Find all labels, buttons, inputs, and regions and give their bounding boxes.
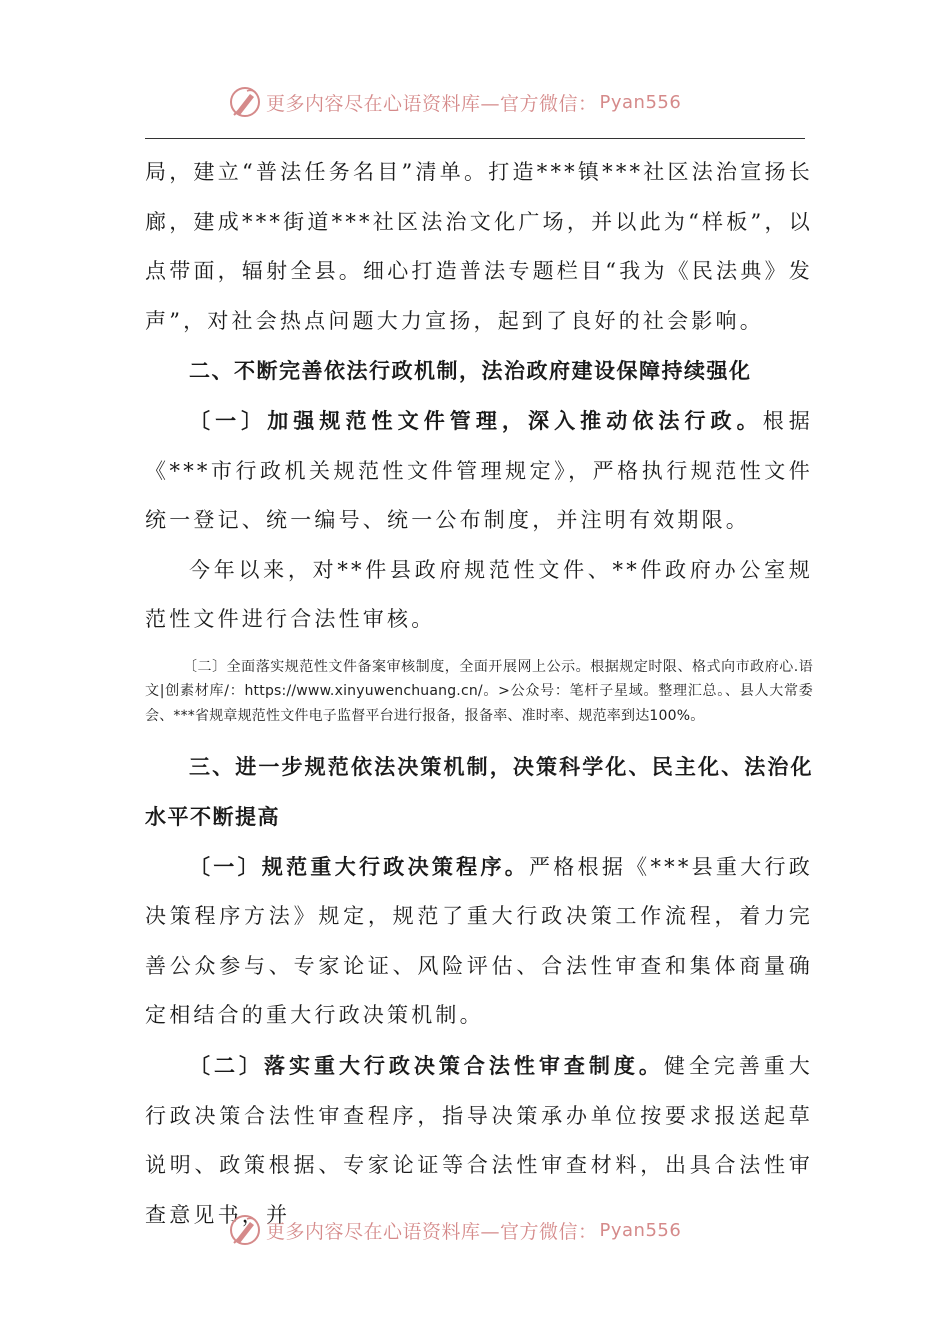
- paragraph-3: 今年以来，对**件县政府规范性文件、**件政府办公室规范性文件进行合法性审核。: [145, 557, 813, 632]
- section-heading-3: 三、进一步规范依法决策机制，决策科学化、民主化、法治化水平不断提高: [145, 754, 813, 830]
- subheading-2-1: 〔一〕加强规范性文件管理，深入推动依法行政。: [189, 407, 763, 433]
- watermark-text: 更多内容尽在心语资料库—官方微信：: [266, 92, 598, 115]
- header-rule: [145, 138, 805, 139]
- paragraph-2: [145, 396, 813, 546]
- pen-logo-icon: [228, 85, 262, 119]
- subheading-3-2: 〔二〕落实重大行政决策合法性审查制度。: [189, 1053, 664, 1078]
- paragraph-6-text: 健全完善重大行政决策合法性审查程序，指导决策承办单位按要求报送起草说明、政策根据、专家论证等合法性审查材料，出具合法性审查意见书，并: [145, 1054, 813, 1227]
- paragraph-5-text: 严格根据《***县重大行政决策程序方法》规定，规范了重大行政决策工作流程，着力完善公众参与、专家论证、风险评估、合法性审查和集体商量确定相结合的重大行政决策机制。: [145, 854, 813, 1028]
- paragraph-5: [145, 842, 813, 1041]
- pen-logo-icon: [228, 1213, 262, 1247]
- paragraph-2-text: 根据《***市行政机关规范性文件管理规定》，严格执行规范性文件统一登记、统一编号、统一公布制度，并注明有效期限。: [145, 408, 813, 533]
- watermark-footer: [228, 1210, 681, 1250]
- subheading-3-1: 〔一〕规范重大行政决策程序。: [189, 853, 530, 879]
- section-heading-2: 二、不断完善依法行政机制，法治政府建设保障持续强化: [189, 358, 752, 384]
- watermark-text: 更多内容尽在心语资料库—官方微信：: [266, 1220, 598, 1243]
- watermark-header: [228, 82, 681, 122]
- paragraph-small: 〔二〕全面落实规范性文件备案审核制度，全面开展网上公示。根据规定时限、格式向市政府心.语文|创素材库/：https://www.xinyuwenchuang.cn/。>公众号：笔杆子星域。整理汇总。、县人大常委会、***省规章规范性文件电子监督平台进行报备，报备率、准时率、规范率到达100%。: [145, 658, 813, 724]
- paragraph-1: 局，建立“普法任务名目”清单。打造***镇***社区法治宣扬长廊，建成***街道***社区法治文化广场，并以此为“样板”，以点带面，辐射全县。细心打造普法专题栏目“我为《民法典》发声”，对社会热点问题大力宣扬，起到了良好的社会影响。: [145, 160, 813, 333]
- watermark-id: Pyan556: [599, 91, 682, 113]
- document-body: [145, 148, 813, 1240]
- watermark-id: Pyan556: [599, 1219, 682, 1241]
